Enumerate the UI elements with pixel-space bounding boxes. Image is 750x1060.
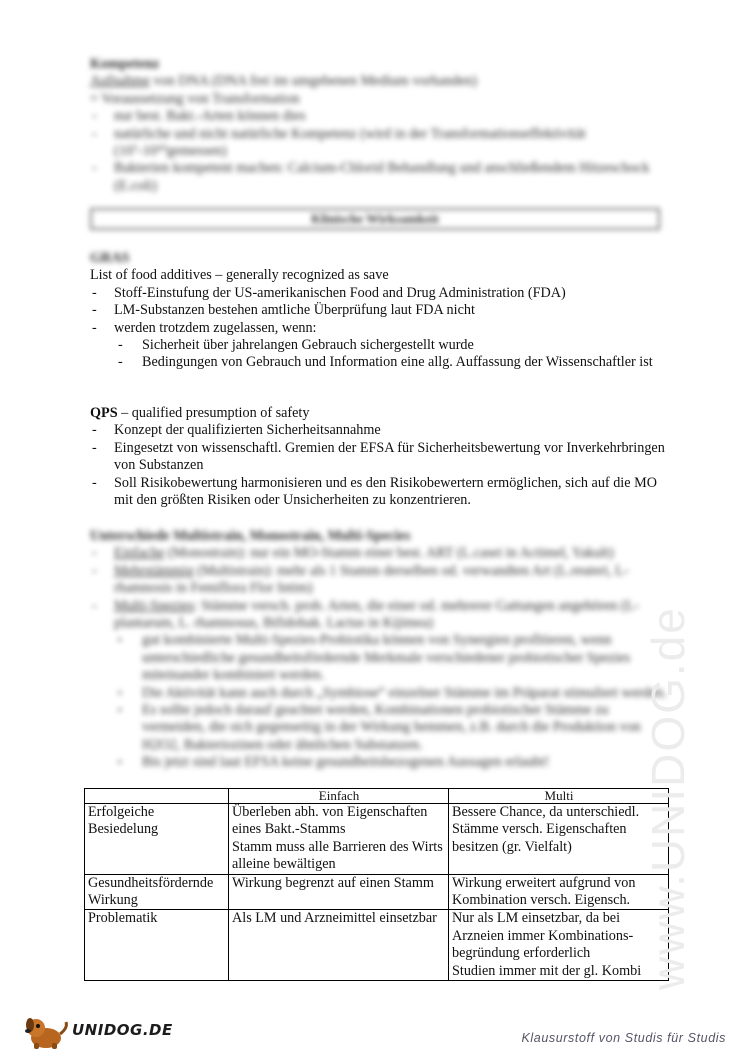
gras-bullet: - Stoff-Einstufung der US-amerikanischen Food and Drug Administration (FDA)	[90, 285, 670, 302]
gras-sub-bullet: - Sicherheit über jahrelangen Gebrauch sichergestellt wurde	[90, 337, 670, 354]
section-gras	[90, 250, 670, 372]
gras-bullet: - werden trotzdem zugelassen, wenn:	[90, 320, 670, 337]
gras-heading: GRAS	[90, 250, 130, 266]
table-row	[85, 910, 669, 981]
qps-heading: QPS – qualified presumption of safety	[90, 405, 310, 421]
table-cell: Wirkung erweitert aufgrund von Kombination versch. Eigensch.	[449, 874, 669, 910]
table-cell: Erfolgeiche Besiedelung	[85, 804, 229, 875]
table-header-row	[85, 789, 669, 804]
klinische-wirksamkeit-box: Klinische Wirksamkeit	[90, 208, 660, 230]
kompetenz-heading: Kompetenz	[90, 56, 160, 72]
watermark-text: www.UNIDOG.de	[642, 606, 694, 990]
kompetenz-bullet: - Bakterien kompetent machen: Calcium-Chlorid Behandlung und anschließendem Hitzeschock (E.coli)	[90, 160, 670, 195]
kompetenz-intro: Aufnahme von DNA (DNA frei im umgebenen Medium vorhanden)	[90, 73, 477, 90]
table-cell: Als LM und Arzneimittel einsetzbar	[229, 910, 449, 981]
table-cell: Überleben abh. von Eigenschaften eines Bakt.-Stamms Stamm muss alle Barrieren des Wirts alleine bewältigen	[229, 804, 449, 875]
table-header: Einfach	[229, 789, 449, 804]
kompetenz-bullet: - natürliche und nicht natürliche Kompetenz (wird in der Transformationseffektivität (10⁷-10¹⁰gemessen)	[90, 126, 670, 161]
footer-tagline: Klausurstoff von Studis für Studis	[521, 1031, 726, 1045]
unterschiede-sub-item: ▪ Es sollte jedoch darauf geachtet werden, Kombinationen probiotischer Stämme zu vermeiden, die sich gegenseitig in der Wirkung hemmen, z.B. durch die Produktion von H2O2, Bakteriozinen oder ähnlichen Substanzen.	[90, 702, 670, 754]
unidog-logo	[22, 1014, 182, 1050]
comparison-table	[84, 788, 669, 981]
unterschiede-sub-item: ▪ gut kombinierte Multi-Spezies-Probiotika können von Synergien profitieren, wenn unterschiedliche gesundheitsfördernde Merkmale verschiedener probiotischer Spezies miteinander kombiniert werden.	[90, 632, 670, 684]
table-header: Multi	[449, 789, 669, 804]
kompetenz-bullet: - nur best. Bakt.-Arten können dies	[90, 108, 670, 125]
unterschiede-sub-item: ▪ Die Aktivität kann auch durch „Symbiose“ einzelner Stämme im Präparat stimuliert werden.	[90, 685, 670, 702]
kompetenz-line: = Voraussetzung von Transformation	[90, 90, 300, 107]
table-row	[85, 874, 669, 910]
gras-bullet: - LM-Substanzen bestehen amtliche Überprüfung laut FDA nicht	[90, 302, 670, 319]
logo-text: UNIDOG.DE	[72, 1021, 173, 1039]
qps-bullet: - Soll Risikobewertung harmonisieren und es den Risikobewertern ermöglichen, sich auf die MO mit den größten Risiken oder Unsicherheiten zu konzentrieren.	[90, 475, 670, 510]
table-cell: Wirkung begrenzt auf einen Stamm	[229, 874, 449, 910]
unterschiede-heading: Unterschiede Multistrain, Monostrain, Multi-Species	[90, 528, 411, 544]
unterschiede-item: - Multi-Spezies: Stämme versch. prob. Arten, die einer od. mehrerer Gattungen angehören (L- plantarum, L. rhamnosus, Bifidobak. Lactus in Kijimea)	[90, 598, 670, 633]
table-header	[85, 789, 229, 804]
table-cell: Gesundheitsfördernde Wirkung	[85, 874, 229, 910]
section-kompetenz	[90, 56, 670, 195]
qps-bullet: - Konzept der qualifizierten Sicherheitsannahme	[90, 422, 670, 439]
dog-mascot-icon	[22, 1014, 70, 1050]
section-unterschiede	[90, 528, 670, 772]
qps-bullet: - Eingesetzt von wissenschaftl. Gremien der EFSA für Sicherheitsbewertung vor Inverkehrbringen von Substanzen	[90, 440, 670, 475]
table-cell: Problematik	[85, 910, 229, 981]
unterschiede-item: - Einfache (Monostrain): nur ein MO-Stamm einer best. ART (L.casei in Actimel, Yakult)	[90, 545, 670, 562]
table-cell: Bessere Chance, da unterschiedl. Stämme versch. Eigenschaften besitzen (gr. Vielfalt)	[449, 804, 669, 875]
section-qps	[90, 405, 670, 509]
gras-sub-bullet: - Bedingungen von Gebrauch und Information eine allg. Auffassung der Wissenschaftler ist	[90, 354, 670, 371]
unterschiede-item: - Mehrstämmig (Multistrain): mehr als 1 Stamm derselben od. verwandten Art (L.reuteri, L-rhamnosis in Femiflora Flor Intim)	[90, 563, 670, 598]
table-cell: Nur als LM einsetzbar, da bei Arzneien immer Kombinations-begründung erforderlich Studien immer mit der gl. Kombi	[449, 910, 669, 981]
unterschiede-sub-item: ▪ Bis jetzt sind laut EFSA keine gesundheitsbezogenen Aussagen erlaubt!	[90, 754, 670, 771]
table-row	[85, 804, 669, 875]
gras-line: List of food additives – generally recognized as save	[90, 267, 389, 284]
